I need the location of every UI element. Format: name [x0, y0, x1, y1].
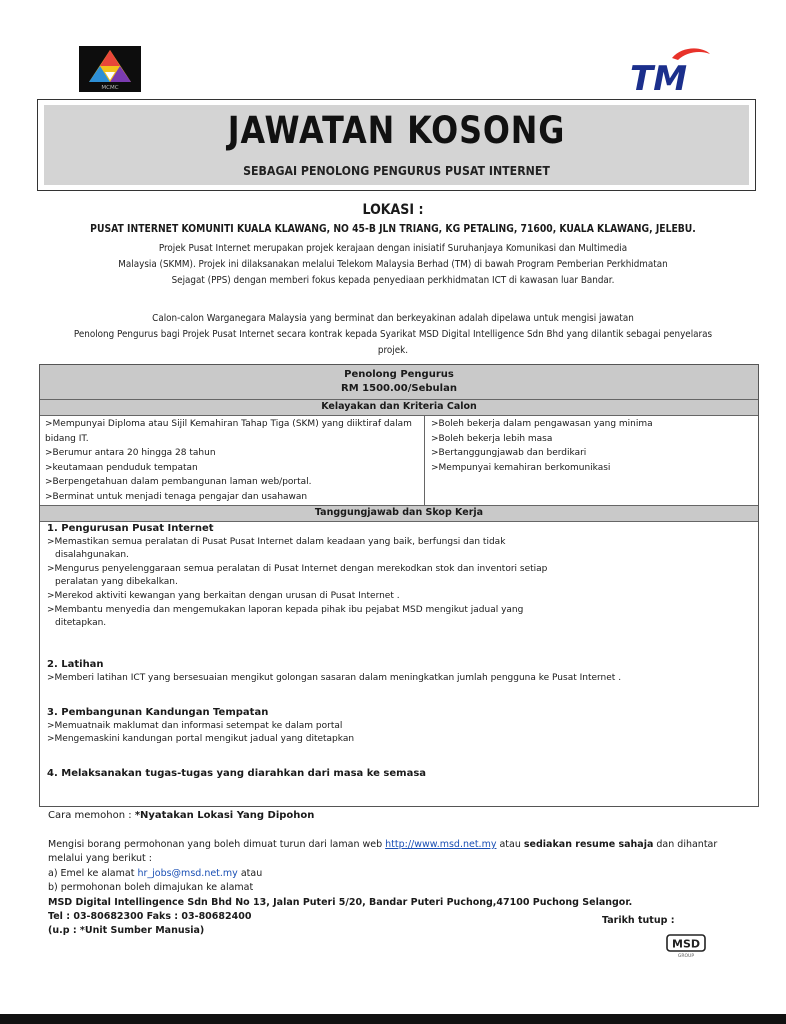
footer-bold-text: sediakan resume sahaja: [523, 839, 654, 850]
job-details-table: [39, 364, 759, 807]
section-tugas: [47, 767, 747, 781]
email-link[interactable]: hr_jobs@msd.net.my: [137, 867, 238, 879]
cara-memohon: [48, 810, 314, 821]
list-item: >Bertanggungjawab dan berdikari: [431, 448, 587, 459]
website-link[interactable]: http://www.msd.net.my: [385, 839, 497, 850]
mcmc-logo-text: MCMC: [101, 85, 119, 91]
footer-text: atau: [237, 867, 263, 879]
intro-paragraph-2: [65, 311, 721, 359]
list-item-cont: disalahgunakan.: [55, 550, 129, 561]
footer-line: b) permohonan boleh dimajukan ke alamat: [48, 882, 254, 894]
column-divider: [424, 415, 425, 505]
footer-line: [48, 838, 748, 867]
attention-line: [48, 924, 748, 938]
position-title: Penolong Pengurus: [344, 369, 454, 380]
section-title: 1. Pengurusan Pusat Internet: [47, 523, 214, 534]
list-item: >Berumur antara 20 hingga 28 tahun: [45, 448, 216, 459]
list-item-cont: ditetapkan.: [55, 618, 107, 629]
section-title: 3. Pembangunan Kandungan Tempatan: [47, 707, 269, 718]
header-box: [37, 99, 756, 191]
lokasi-heading: LOKASI :: [362, 202, 424, 218]
header-banner: [44, 105, 749, 185]
page-subtitle: SEBAGAI PENOLONG PENGURUS PUSAT INTERNET: [243, 163, 550, 178]
list-item: >Merekod aktiviti kewangan yang berkaitan dengan urusan di Pusat Internet .: [47, 590, 400, 601]
list-item: >Memberi latihan ICT yang bersesuaian mengikut golongan sasaran dalam meningkatkan jumlah pengguna ke Pusat Internet .: [47, 672, 622, 683]
intro-line: Calon-calon Warganegara Malaysia yang berminat dan berkeyakinan adalah dipelawa untuk mengisi jawatan: [152, 313, 634, 324]
msd-logo-subtext: GROUP: [677, 954, 695, 958]
section-pengurusan: [47, 522, 747, 631]
position-salary: RM 1500.00/Sebulan: [341, 383, 457, 394]
bottom-bar: [0, 1014, 786, 1024]
list-item: >Boleh bekerja lebih masa: [431, 433, 553, 444]
list-item: >Boleh bekerja dalam pengawasan yang minima: [431, 419, 653, 429]
page-title: JAWATAN KOSONG: [227, 109, 566, 152]
kriteria-right-list: [431, 417, 751, 475]
intro-paragraph-1: [65, 241, 721, 289]
kriteria-left-list: [45, 417, 423, 505]
intro-line: Malaysia (SKMM). Projek ini dilaksanakan melalui Telekom Malaysia Berhad (TM) di bawah Program Pemberian Perkhidmatan: [118, 259, 668, 270]
msd-logo-text: MSD: [672, 937, 700, 951]
attention-text: (u.p : *Unit Sumber Manusia): [48, 925, 205, 937]
lokasi-address: PUSAT INTERNET KOMUNITI KUALA KLAWANG, NO 45-B JLN TRIANG, KG PETALING, 71600, KUALA KLAWANG, JELEBU.: [90, 223, 696, 235]
phone-text: Tel : 03-80682300 Faks : 03-80682400: [48, 911, 252, 923]
list-item: >Memastikan semua peralatan di Pusat Pusat Internet dalam keadaan yang baik, berfungsi dan tidak: [47, 536, 506, 547]
cara-value: *Nyatakan Lokasi Yang Dipohon: [134, 810, 315, 821]
kriteria-heading: Kelayakan dan Kriteria Calon: [40, 400, 758, 416]
footer-text: a) Emel ke alamat: [48, 867, 138, 879]
msd-logo: [666, 934, 706, 958]
tm-logo-text: TM: [630, 59, 688, 94]
list-item: >Memuatnaik maklumat dan informasi setempat ke dalam portal: [47, 720, 343, 731]
list-item: >Membantu menyedia dan mengemukakan laporan kepada pihak ibu pejabat MSD mengikut jadual yang: [47, 604, 524, 615]
address-text: MSD Digital Intellingence Sdn Bhd No 13, Jalan Puteri 5/20, Bandar Puteri Puchong,47100 Puchong Selangor.: [48, 896, 633, 908]
section-latihan: [47, 658, 747, 685]
intro-line: Projek Pusat Internet merupakan projek kerajaan dengan inisiatif Suruhanjaya Komunikasi dan Multimedia: [158, 243, 628, 254]
section-title: 2. Latihan: [47, 659, 104, 670]
tanggungjawab-heading: Tanggungjawab dan Skop Kerja: [40, 505, 758, 522]
list-item: >Mempunyai kemahiran berkomunikasi: [431, 462, 611, 473]
intro-line: Sejagat (PPS) dengan memberi fokus kepada penyediaan perkhidmatan ICT di kawasan luar Bandar.: [171, 275, 615, 286]
position-header: [40, 365, 758, 400]
closing-date-label: Tarikh tutup :: [602, 915, 675, 926]
mcmc-logo: [79, 46, 141, 92]
footer-text: atau: [496, 839, 524, 850]
cara-label: Cara memohon :: [48, 810, 135, 821]
tm-logo: [628, 44, 712, 94]
list-item: >Berpengetahuan dalam pembangunan laman web/portal.: [45, 477, 312, 488]
intro-line: Penolong Pengurus bagi Projek Pusat Internet secara kontrak kepada Syarikat MSD Digital Intelligence Sdn Bhd yang dilantik sebagai penyelaras projek.: [73, 329, 713, 356]
list-item-cont: peralatan yang dibekalkan.: [55, 577, 178, 588]
section-title: 4. Melaksanakan tugas-tugas yang diarahkan dari masa ke semasa: [47, 768, 427, 779]
footer-line: [48, 867, 748, 881]
list-item: >Mempunyai Diploma atau Sijil Kemahiran Tahap Tiga (SKM) yang diiktiraf dalam bidang IT.: [45, 419, 412, 444]
list-item: >keutamaan penduduk tempatan: [45, 462, 198, 473]
footer-text: Mengisi borang permohonan yang boleh dimuat turun dari laman web: [48, 839, 386, 850]
company-address: [48, 896, 748, 910]
footer-text: dan dihantar melalui yang berikut :: [48, 839, 718, 865]
list-item: >Berminat untuk menjadi tenaga pengajar dan usahawan: [45, 491, 308, 502]
list-item: >Mengurus penyelenggaraan semua peralatan di Pusat Internet dengan merekodkan stok dan inventori setiap: [47, 563, 548, 574]
list-item: >Mengemaskini kandungan portal mengikut jadual yang ditetapkan: [47, 734, 355, 745]
section-pembangunan: [47, 706, 747, 747]
